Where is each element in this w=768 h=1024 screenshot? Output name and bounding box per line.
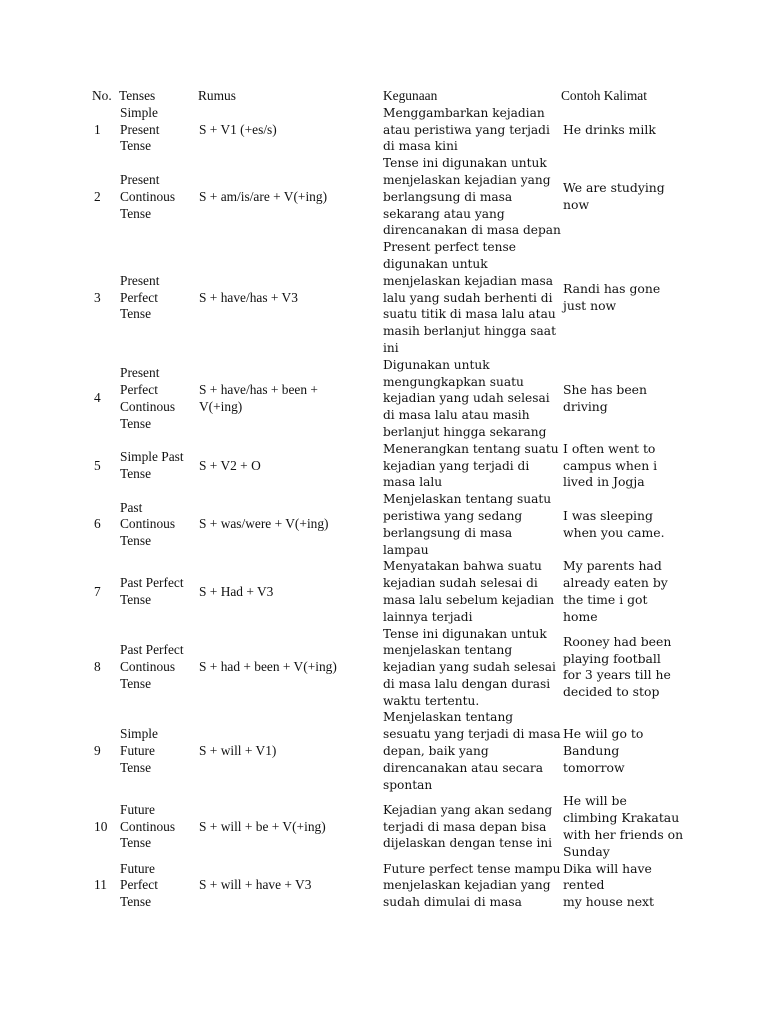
table-row: [92, 558, 687, 625]
tense-name: Simple Present Tense: [120, 104, 160, 154]
table-row: [92, 793, 687, 860]
header-row: [92, 88, 687, 105]
example-sentence: We are studying now: [563, 180, 665, 213]
usage-text: Digunakan untuk mengungkapkan suatu kejadian yang udah selesai di masa lalu atau masih berlanjut hingga sekarang: [383, 357, 550, 439]
example-sentence: Dika will have rented my house next: [563, 860, 655, 910]
tense-name: Simple Future Tense: [120, 726, 158, 775]
row-number: 1: [94, 121, 101, 137]
row-number: 9: [94, 743, 101, 759]
header-kegunaan: Kegunaan: [383, 88, 438, 103]
row-number: 5: [94, 457, 101, 473]
table-row: [92, 491, 687, 558]
example-sentence: He wiil go to Bandung tomorrow: [563, 726, 644, 775]
table-body: [92, 105, 687, 911]
usage-text: Menerangkan tentang suatu kejadian yang terjadi di masa lalu: [383, 441, 559, 490]
tense-name: Past Perfect Tense: [120, 575, 184, 607]
table-row: [92, 105, 687, 155]
table-header: [92, 88, 687, 105]
usage-text: Menyatakan bahwa suatu kejadian sudah selesai di masa lalu sebelum kejadian lainnya terjadi: [383, 559, 555, 624]
row-number: 11: [94, 877, 107, 893]
formula: S + will + have + V3: [199, 877, 312, 893]
usage-text: Menjelaskan tentang suatu peristiwa yang sedang berlangsung di masa lampau: [383, 492, 552, 557]
table-row: [92, 709, 687, 793]
usage-text: Tense ini digunakan untuk menjelaskan kejadian yang berlangsung di masa sekarang atau yang direncanakan di masa depan: [383, 156, 561, 238]
example-sentence: He will be climbing Krakatau with her friends on Sunday: [563, 793, 684, 859]
header-tenses: Tenses: [119, 88, 156, 103]
tense-name: Past Continous Tense: [120, 499, 176, 549]
table-row: [92, 155, 687, 239]
row-number: 4: [94, 390, 101, 406]
formula: S + have/has + been + V(+ing): [199, 381, 318, 414]
formula: S + will + V1): [199, 743, 277, 759]
usage-text: Future perfect tense mampu menjelaskan kejadian yang sudah dimulai di masa: [383, 861, 561, 910]
row-number: 3: [94, 289, 101, 305]
example-sentence: He drinks milk: [563, 121, 656, 137]
example-sentence: Randi has gone just now: [563, 281, 661, 313]
tense-name: Present Continous Tense: [120, 171, 176, 221]
table-row: [92, 357, 687, 441]
row-number: 10: [94, 818, 108, 834]
usage-text: Menjelaskan tentang sesuatu yang terjadi di masa depan, baik yang direncanakan atau secara spontan: [383, 710, 561, 792]
table-row: [92, 441, 687, 491]
formula: S + Had + V3: [199, 583, 274, 599]
row-number: 7: [94, 583, 101, 599]
tenses-table: [92, 88, 687, 911]
example-sentence: Rooney had been playing football for 3 years till he decided to stop: [563, 633, 672, 700]
row-number: 8: [94, 659, 101, 675]
formula: S + was/were + V(+ing): [199, 516, 329, 532]
tense-name: Future Continous Tense: [120, 801, 176, 851]
tense-name: Simple Past Tense: [120, 449, 184, 481]
header-contoh: Contoh Kalimat: [561, 88, 647, 103]
example-sentence: My parents had already eaten by the time i got home: [563, 558, 668, 624]
document-page: [92, 88, 692, 911]
table-row: [92, 239, 687, 357]
row-number: 6: [94, 516, 101, 532]
usage-text: Kejadian yang akan sedang terjadi di masa depan bisa dijelaskan dengan tense ini: [383, 802, 553, 851]
header-no: No.: [92, 88, 112, 103]
tense-name: Future Perfect Tense: [120, 860, 158, 910]
usage-text: Tense ini digunakan untuk menjelaskan tentang kejadian yang sudah selesai di masa lalu dengan durasi waktu tertentu.: [383, 626, 556, 708]
tense-name: Present Perfect Tense: [120, 272, 160, 322]
usage-text: Menggambarkan kejadian atau peristiwa yang terjadi di masa kini: [383, 105, 550, 154]
table-row: [92, 861, 687, 911]
formula: S + V2 + O: [199, 457, 261, 473]
table-row: [92, 626, 687, 710]
header-rumus: Rumus: [198, 88, 236, 103]
tense-name: Past Perfect Continous Tense: [120, 642, 184, 691]
example-sentence: She has been driving: [563, 381, 647, 414]
formula: S + had + been + V(+ing): [199, 659, 337, 675]
usage-text: Present perfect tense digunakan untuk menjelaskan kejadian masa lalu yang sudah berhenti di suatu titik di masa lalu atau masih berlanjut hingga saat ini: [383, 240, 556, 355]
formula: S + have/has + V3: [199, 289, 298, 305]
row-number: 2: [94, 188, 101, 204]
example-sentence: I was sleeping when you came.: [563, 507, 665, 540]
example-sentence: I often went to campus when i lived in Jogja: [563, 440, 658, 490]
tense-name: Present Perfect Continous Tense: [120, 365, 176, 431]
formula: S + am/is/are + V(+ing): [199, 188, 328, 204]
formula: S + V1 (+es/s): [199, 121, 277, 137]
formula: S + will + be + V(+ing): [199, 818, 326, 834]
